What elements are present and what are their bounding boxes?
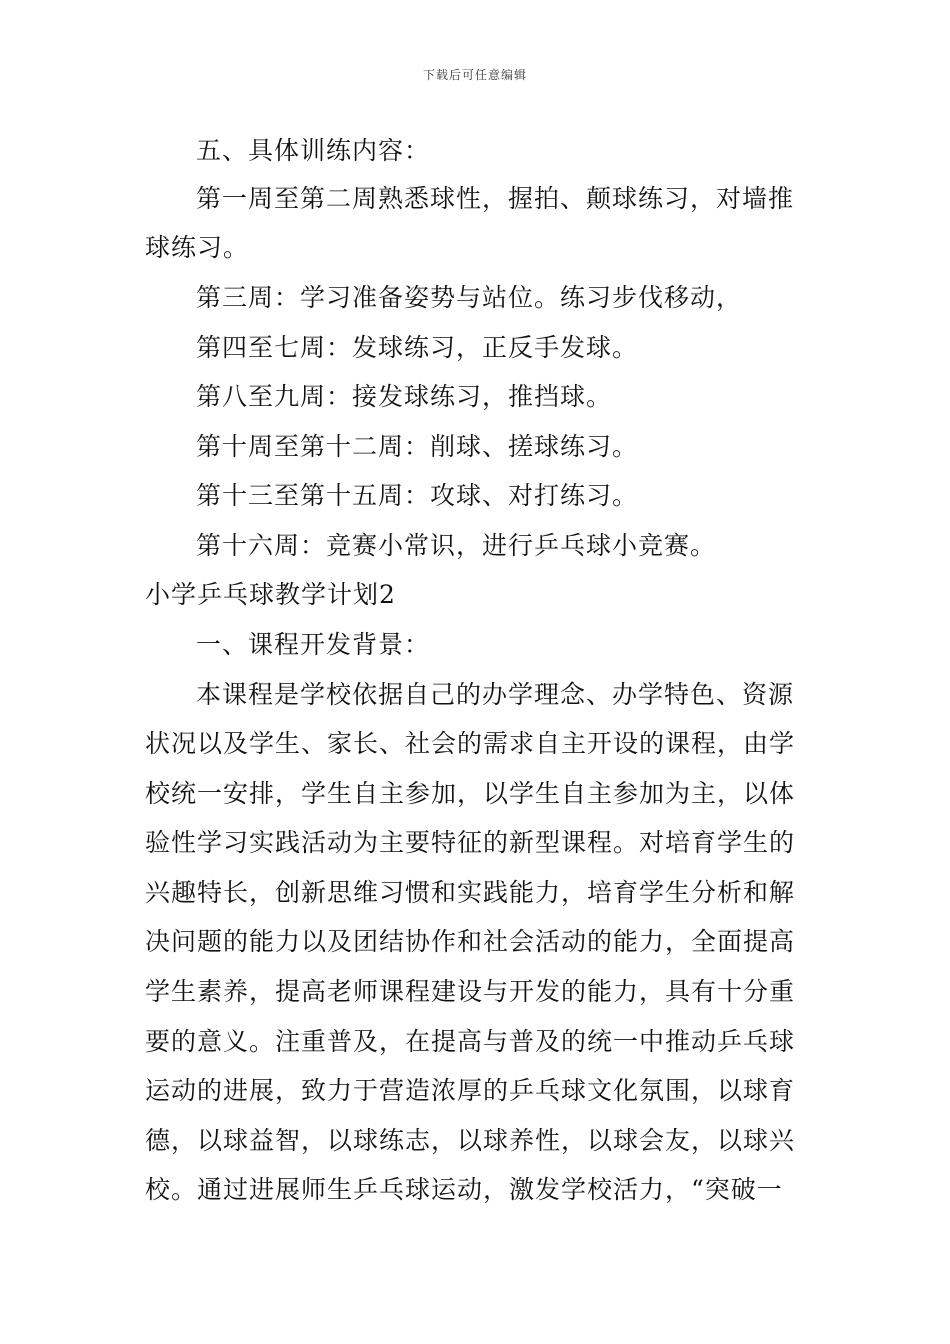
paragraph-line: 第一周至第二周熟悉球性，握拍、颠球练习，对墙推: [196, 184, 795, 213]
paragraph-line: 运动的进展，致力于营造浓厚的乒乓球文化氛围，以球育: [145, 1076, 796, 1105]
section-heading-background: 一、课程开发背景：: [196, 630, 431, 659]
paragraph-line: 校统一安排，学生自主参加，以学生自主参加为主，以体: [145, 779, 796, 808]
paragraph-line: 德，以球益智，以球练志，以球养性，以球会友，以球兴: [145, 1126, 796, 1155]
section-heading-training-content: 五、具体训练内容：: [196, 136, 431, 165]
paragraph-line: 球练习。: [145, 233, 250, 262]
paragraph-line: 第四至七周：发球练习，正反手发球。: [196, 333, 639, 362]
document-title: 小学乒乓球教学计划2: [145, 580, 396, 609]
paragraph-line: 要的意义。注重普及，在提高与普及的统一中推动乒乓球: [145, 1027, 796, 1056]
paragraph-line: 第三周：学习准备姿势与站位。练习步伐移动，: [196, 283, 743, 312]
page-header: 下载后可任意编辑: [422, 68, 527, 82]
paragraph-line: 第十三至第十五周：攻球、对打练习。: [196, 481, 639, 510]
paragraph-line: 决问题的能力以及团结协作和社会活动的能力，全面提高: [145, 927, 796, 956]
paragraph-line: 验性学习实践活动为主要特征的新型课程。对培育学生的: [145, 828, 796, 857]
paragraph-line: 校。通过进展师生乒乓球运动，激发学校活力，“突破一: [145, 1175, 783, 1204]
paragraph-line: 第十六周：竞赛小常识，进行乒乓球小竞赛。: [196, 531, 717, 560]
paragraph-line: 状况以及学生、家长、社会的需求自主开设的课程，由学: [145, 729, 796, 758]
paragraph-line: 第十周至第十二周：削球、搓球练习。: [196, 432, 639, 461]
paragraph-line: 学生素养，提高老师课程建设与开发的能力，具有十分重: [145, 977, 796, 1006]
paragraph-line: 第八至九周：接发球练习，推挡球。: [196, 382, 613, 411]
paragraph-line: 兴趣特长，创新思维习惯和实践能力，培育学生分析和解: [145, 878, 796, 907]
paragraph-line: 本课程是学校依据自己的办学理念、办学特色、资源: [196, 680, 795, 709]
